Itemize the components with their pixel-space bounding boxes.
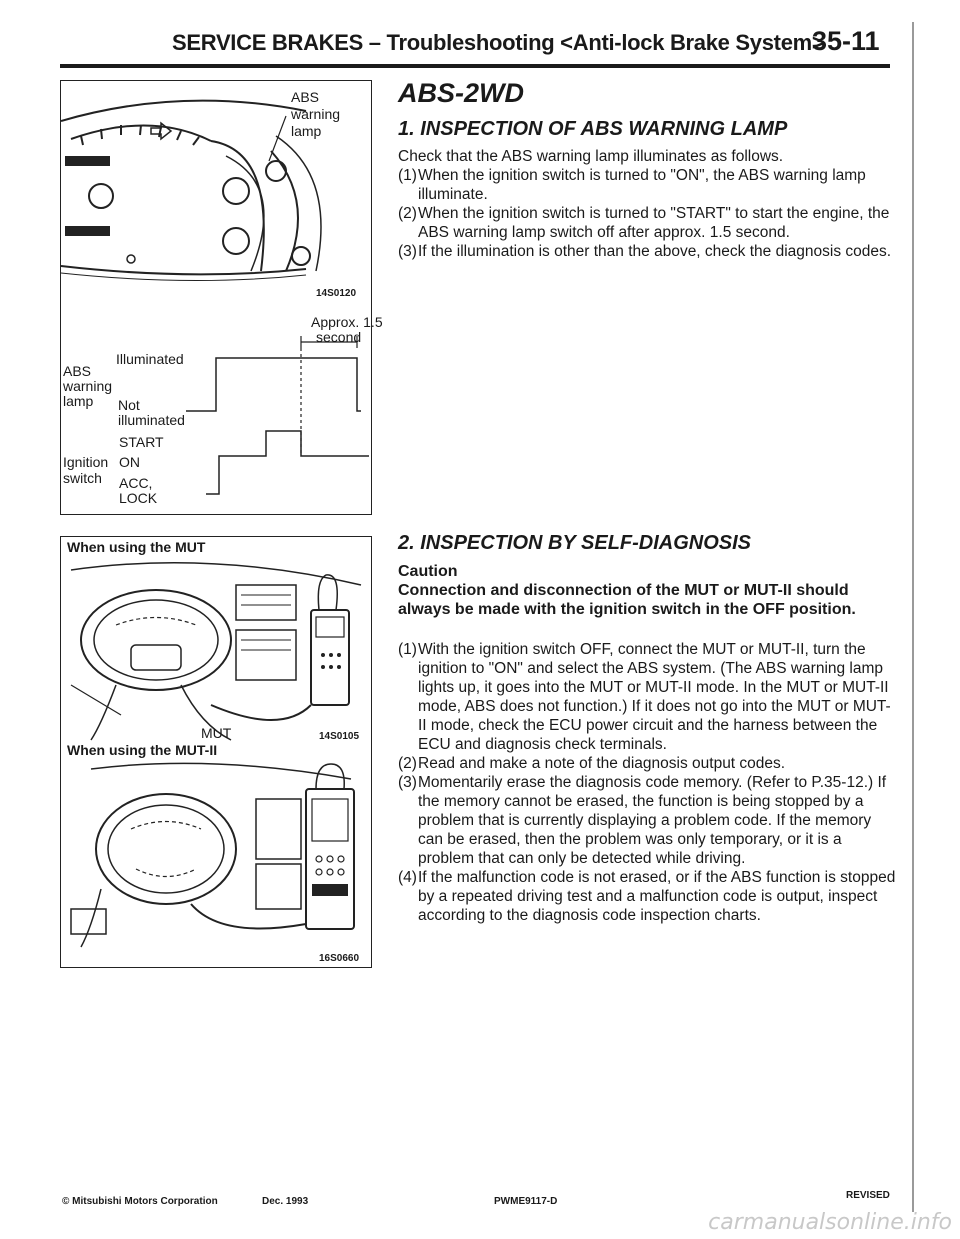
item-number: (1)	[398, 167, 417, 184]
figure-code-14s0120: 14S0120	[316, 288, 357, 299]
section1-item	[398, 242, 898, 261]
item-text: If the malfunction code is not erased, or if the ABS function is stopped by a repeated driving test and a malfunction code is output, inspect according to the diagnosis code inspection charts.	[418, 869, 896, 924]
item-text: Read and make a note of the diagnosis output codes.	[418, 755, 786, 772]
not-illuminated-label-2: illuminated	[118, 412, 185, 428]
mut-figure-heading: When using the MUT	[67, 539, 206, 555]
page-header-title: SERVICE BRAKES – Troubleshooting <Anti-lock Brake System>	[172, 30, 825, 55]
caution-title: Caution	[398, 563, 458, 580]
lamp-label-1: ABS	[291, 89, 320, 105]
abs-label-2: warning	[63, 378, 113, 394]
item-number: (4)	[398, 869, 417, 886]
item-text: Momentarily erase the diagnosis code memory. (Refer to P.35-12.) If the memory cannot be erased, the function is being stopped by a problem that is currently displaying a problem code. If the memory can be erased, then the problem was only temporary, or it is a problem that can only be detected while driving.	[418, 774, 887, 867]
ignition-label-2: switch	[63, 470, 102, 486]
footer-copyright: © Mitsubishi Motors Corporation	[62, 1196, 218, 1207]
not-illuminated-label-1: Not	[118, 397, 140, 413]
ignition-label-1: Ignition	[63, 454, 109, 470]
watermark: carmanualsonline.info	[708, 1210, 952, 1235]
abs-timing-chart	[61, 336, 371, 511]
page-number: 35-11	[812, 26, 880, 56]
footer-date: Dec. 1993	[262, 1196, 309, 1207]
figure-code-16s0660: 16S0660	[319, 953, 360, 964]
figure-code-14s0105: 14S0105	[319, 731, 360, 742]
footer-revised: REVISED	[846, 1190, 890, 1201]
abs-label-3: lamp	[63, 393, 94, 409]
section1-item	[398, 166, 898, 204]
caution-block	[398, 562, 898, 619]
section2-item	[398, 868, 898, 925]
page-edge-line	[912, 22, 914, 1212]
item-number: (3)	[398, 243, 417, 260]
abs-label-1: ABS	[63, 363, 92, 379]
section1-body	[398, 147, 898, 261]
mut-connection-figure	[60, 536, 372, 968]
illuminated-label: Illuminated	[116, 351, 184, 367]
item-number: (2)	[398, 755, 417, 772]
dashboard-mut-illustration	[61, 555, 371, 745]
section1-item	[398, 204, 898, 242]
header-rule	[60, 64, 890, 68]
mut-label: MUT	[201, 725, 232, 741]
lamp-label-2: warning	[291, 106, 341, 122]
on-label: ON	[119, 454, 140, 470]
mut2-figure-heading: When using the MUT-II	[67, 742, 218, 758]
start-label: START	[119, 434, 164, 450]
item-number: (1)	[398, 641, 417, 658]
item-text: With the ignition switch OFF, connect the MUT or MUT-II, turn the ignition to "ON" and select the ABS system. (The ABS warning lamp lights up, it goes into the MUT or MUT-II mode. In the MUT or MUT-II mode, ABS does not function.) If it does not go into the MUT or MUT-II mode, check the ECU power circuit and the harness between the ECU and diagnosis check terminals.	[418, 641, 891, 753]
section1-intro: Check that the ABS warning lamp illuminates as follows.	[398, 148, 784, 165]
acc-label: ACC,	[119, 475, 153, 491]
section2-heading: 2. INSPECTION BY SELF-DIAGNOSIS	[398, 532, 752, 554]
section2-item	[398, 773, 898, 868]
dashboard-mut2-illustration	[61, 759, 371, 949]
section1-heading: 1. INSPECTION OF ABS WARNING LAMP	[398, 118, 788, 140]
item-text: When the ignition switch is turned to "ON", the ABS warning lamp illuminate.	[418, 167, 866, 203]
item-number: (2)	[398, 205, 417, 222]
footer-doc-code: PWME9117-D	[494, 1196, 558, 1207]
section-title-abs-2wd: ABS-2WD	[398, 78, 524, 108]
section2-item	[398, 754, 898, 773]
item-number: (3)	[398, 774, 417, 791]
section2-item	[398, 640, 898, 754]
caution-text: Connection and disconnection of the MUT or MUT-II should always be made with the ignition switch in the OFF position.	[398, 582, 856, 618]
lock-label: LOCK	[119, 490, 158, 506]
section2-body	[398, 640, 898, 925]
approx-label-1: Approx. 1.5	[311, 314, 383, 330]
item-text: If the illumination is other than the above, check the diagnosis codes.	[418, 243, 892, 260]
lamp-label-3: lamp	[291, 123, 322, 139]
item-text: When the ignition switch is turned to "START" to start the engine, the ABS warning lamp switch off after approx. 1.5 second.	[418, 205, 890, 241]
abs-warning-lamp-figure	[60, 80, 383, 515]
approx-label-2: second	[316, 329, 362, 345]
